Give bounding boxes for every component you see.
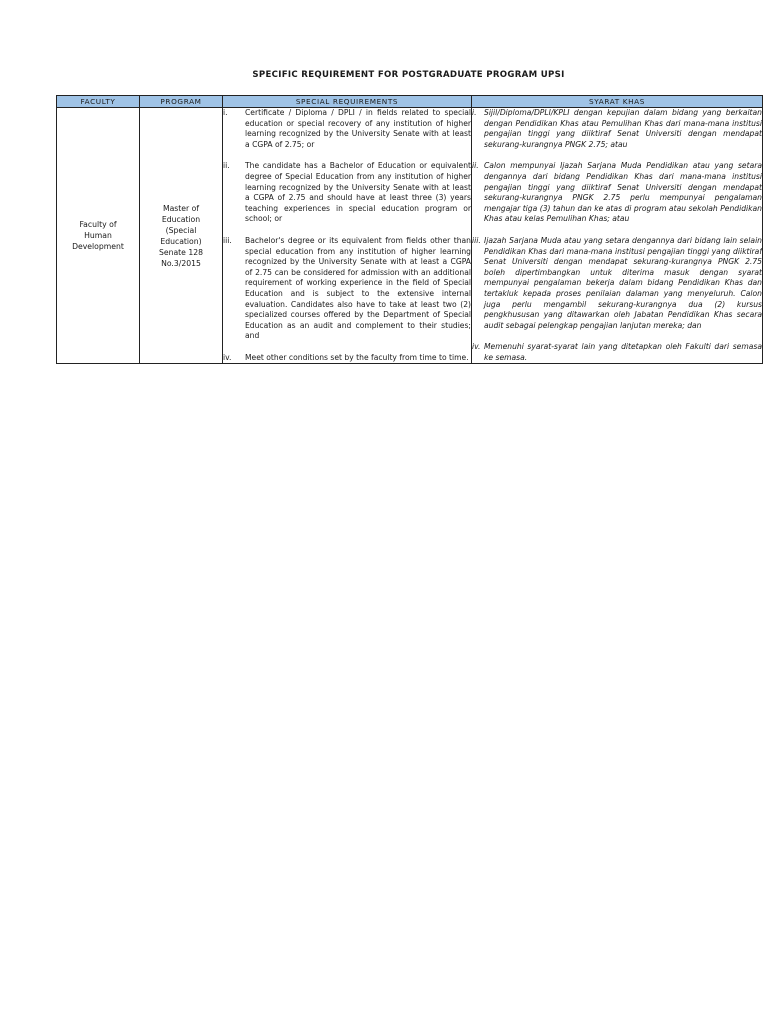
requirement-text: Certificate / Diploma / DPLI / in fields related to special education or special recovery of any institution of higher learning recognized by the University Senate with at least a CGPA of 2.75; or [245, 108, 471, 149]
faculty-line: Faculty of [79, 220, 117, 230]
program-line: Education) [160, 236, 202, 246]
requirement-item [223, 161, 471, 225]
syarat-number: iii. [472, 235, 481, 245]
syarat-number: i. [472, 108, 477, 117]
syarat-text: Ijazah Sarjana Muda atau yang setara dengannya dari bidang lain selain Pendidikan Khas dari mana-mana institusi pengajian tinggi yang diiktiraf Senat Universiti dengan mendapat sekurang-kurangnya PNGK 2.75 boleh dipertimbangkan untuk diterima masuk dengan syarat mempunyai pengalaman bekerja dalam bidang Pendidikan Khas dan tertakluk kepada proses penilaian dalaman yang menyeluruh. Calon juga perlu mengambil sekurang-kurangnya dua (2) kursus pengkhususan yang ditawarkan oleh Jabatan Pendidikan Khas secara audit sebagai pelengkap pengajian lanjutan mereka; dan [484, 235, 762, 330]
faculty-line: Human [84, 231, 112, 241]
requirement-text: The candidate has a Bachelor of Education or equivalent degree of Special Education from any institution of higher learning recognized by the University Senate with at least a CGPA of 2.75 and should have at least three (3) years teaching experiences in special education program or school; or [245, 161, 471, 224]
requirement-item [223, 108, 471, 150]
syarat-item [472, 342, 762, 363]
requirement-item [223, 236, 471, 342]
faculty-cell [57, 108, 140, 364]
requirement-number: iv. [223, 352, 232, 362]
document-title: SPECIFIC REQUIREMENT FOR POSTGRADUATE PROGRAM UPSI [252, 70, 565, 80]
header-syarat-khas: SYARAT KHAS [472, 96, 763, 108]
header-faculty: FACULTY [57, 96, 140, 108]
special-requirements-cell [223, 108, 472, 364]
header-program: PROGRAM [140, 96, 223, 108]
syarat-text: Sijil/Diploma/DPLI/KPLI dengan kepujian dalam bidang yang berkaitan dengan Pendidikan Khas atau Pemulihan Khas dari mana-mana institusi pengajian tinggi yang diiktiraf Senat Universiti dengan mendapat sekurang-kurangnya PNGK 2.75; atau [484, 108, 762, 149]
table-row [57, 108, 763, 364]
syarat-number: ii. [472, 161, 479, 171]
faculty-line: Development [72, 242, 124, 252]
program-line: No.3/2015 [161, 258, 201, 268]
program-line: (Special [165, 225, 197, 235]
syarat-item [472, 108, 762, 150]
requirement-item [223, 353, 471, 364]
requirements-table [56, 95, 763, 364]
header-special-requirements: SPECIAL REQUIREMENTS [223, 96, 472, 108]
program-line: Education [161, 214, 201, 224]
syarat-number: iv. [472, 342, 481, 352]
requirement-number: iii. [223, 235, 232, 245]
table-header-row [57, 96, 763, 108]
program-cell [140, 108, 223, 364]
syarat-item [472, 236, 762, 331]
syarat-text: Memenuhi syarat-syarat lain yang ditetapkan oleh Fakulti dari semasa ke semasa. [484, 342, 762, 362]
program-line: Master of [162, 203, 200, 213]
program-line: Senate 128 [158, 247, 204, 257]
requirement-text: Bachelor's degree or its equivalent from fields other than special education from any institution of higher learning recognized by the University Senate with at least a CGPA of 2.75 can be considered for admission with an additional requirement of working experience in the field of Special Education and is subject to the extensive internal evaluation. Candidates also have to take at least two (2) specialized courses offered by the Department of Special Education as an audit and complement to their studies; and [245, 235, 471, 341]
syarat-text: Calon mempunyai Ijazah Sarjana Muda Pendidikan atau yang setara dengannya dari bidang Pendidikan Khas dari mana-mana institusi pengajian tinggi yang diiktiraf Senat Universiti dengan mendapat sekurang-kurangnya PNGK 2.75 perlu mempunyai pengalaman mengajar tiga (3) tahun dan ke atas di program atau sekolah Pendidikan Khas atau kelas Pemulihan Khas; atau [484, 161, 762, 224]
requirement-number: ii. [223, 161, 230, 171]
requirement-number: i. [223, 108, 228, 117]
syarat-khas-cell [472, 108, 763, 364]
syarat-item [472, 161, 762, 225]
requirement-text: Meet other conditions set by the faculty from time to time. [245, 352, 469, 362]
